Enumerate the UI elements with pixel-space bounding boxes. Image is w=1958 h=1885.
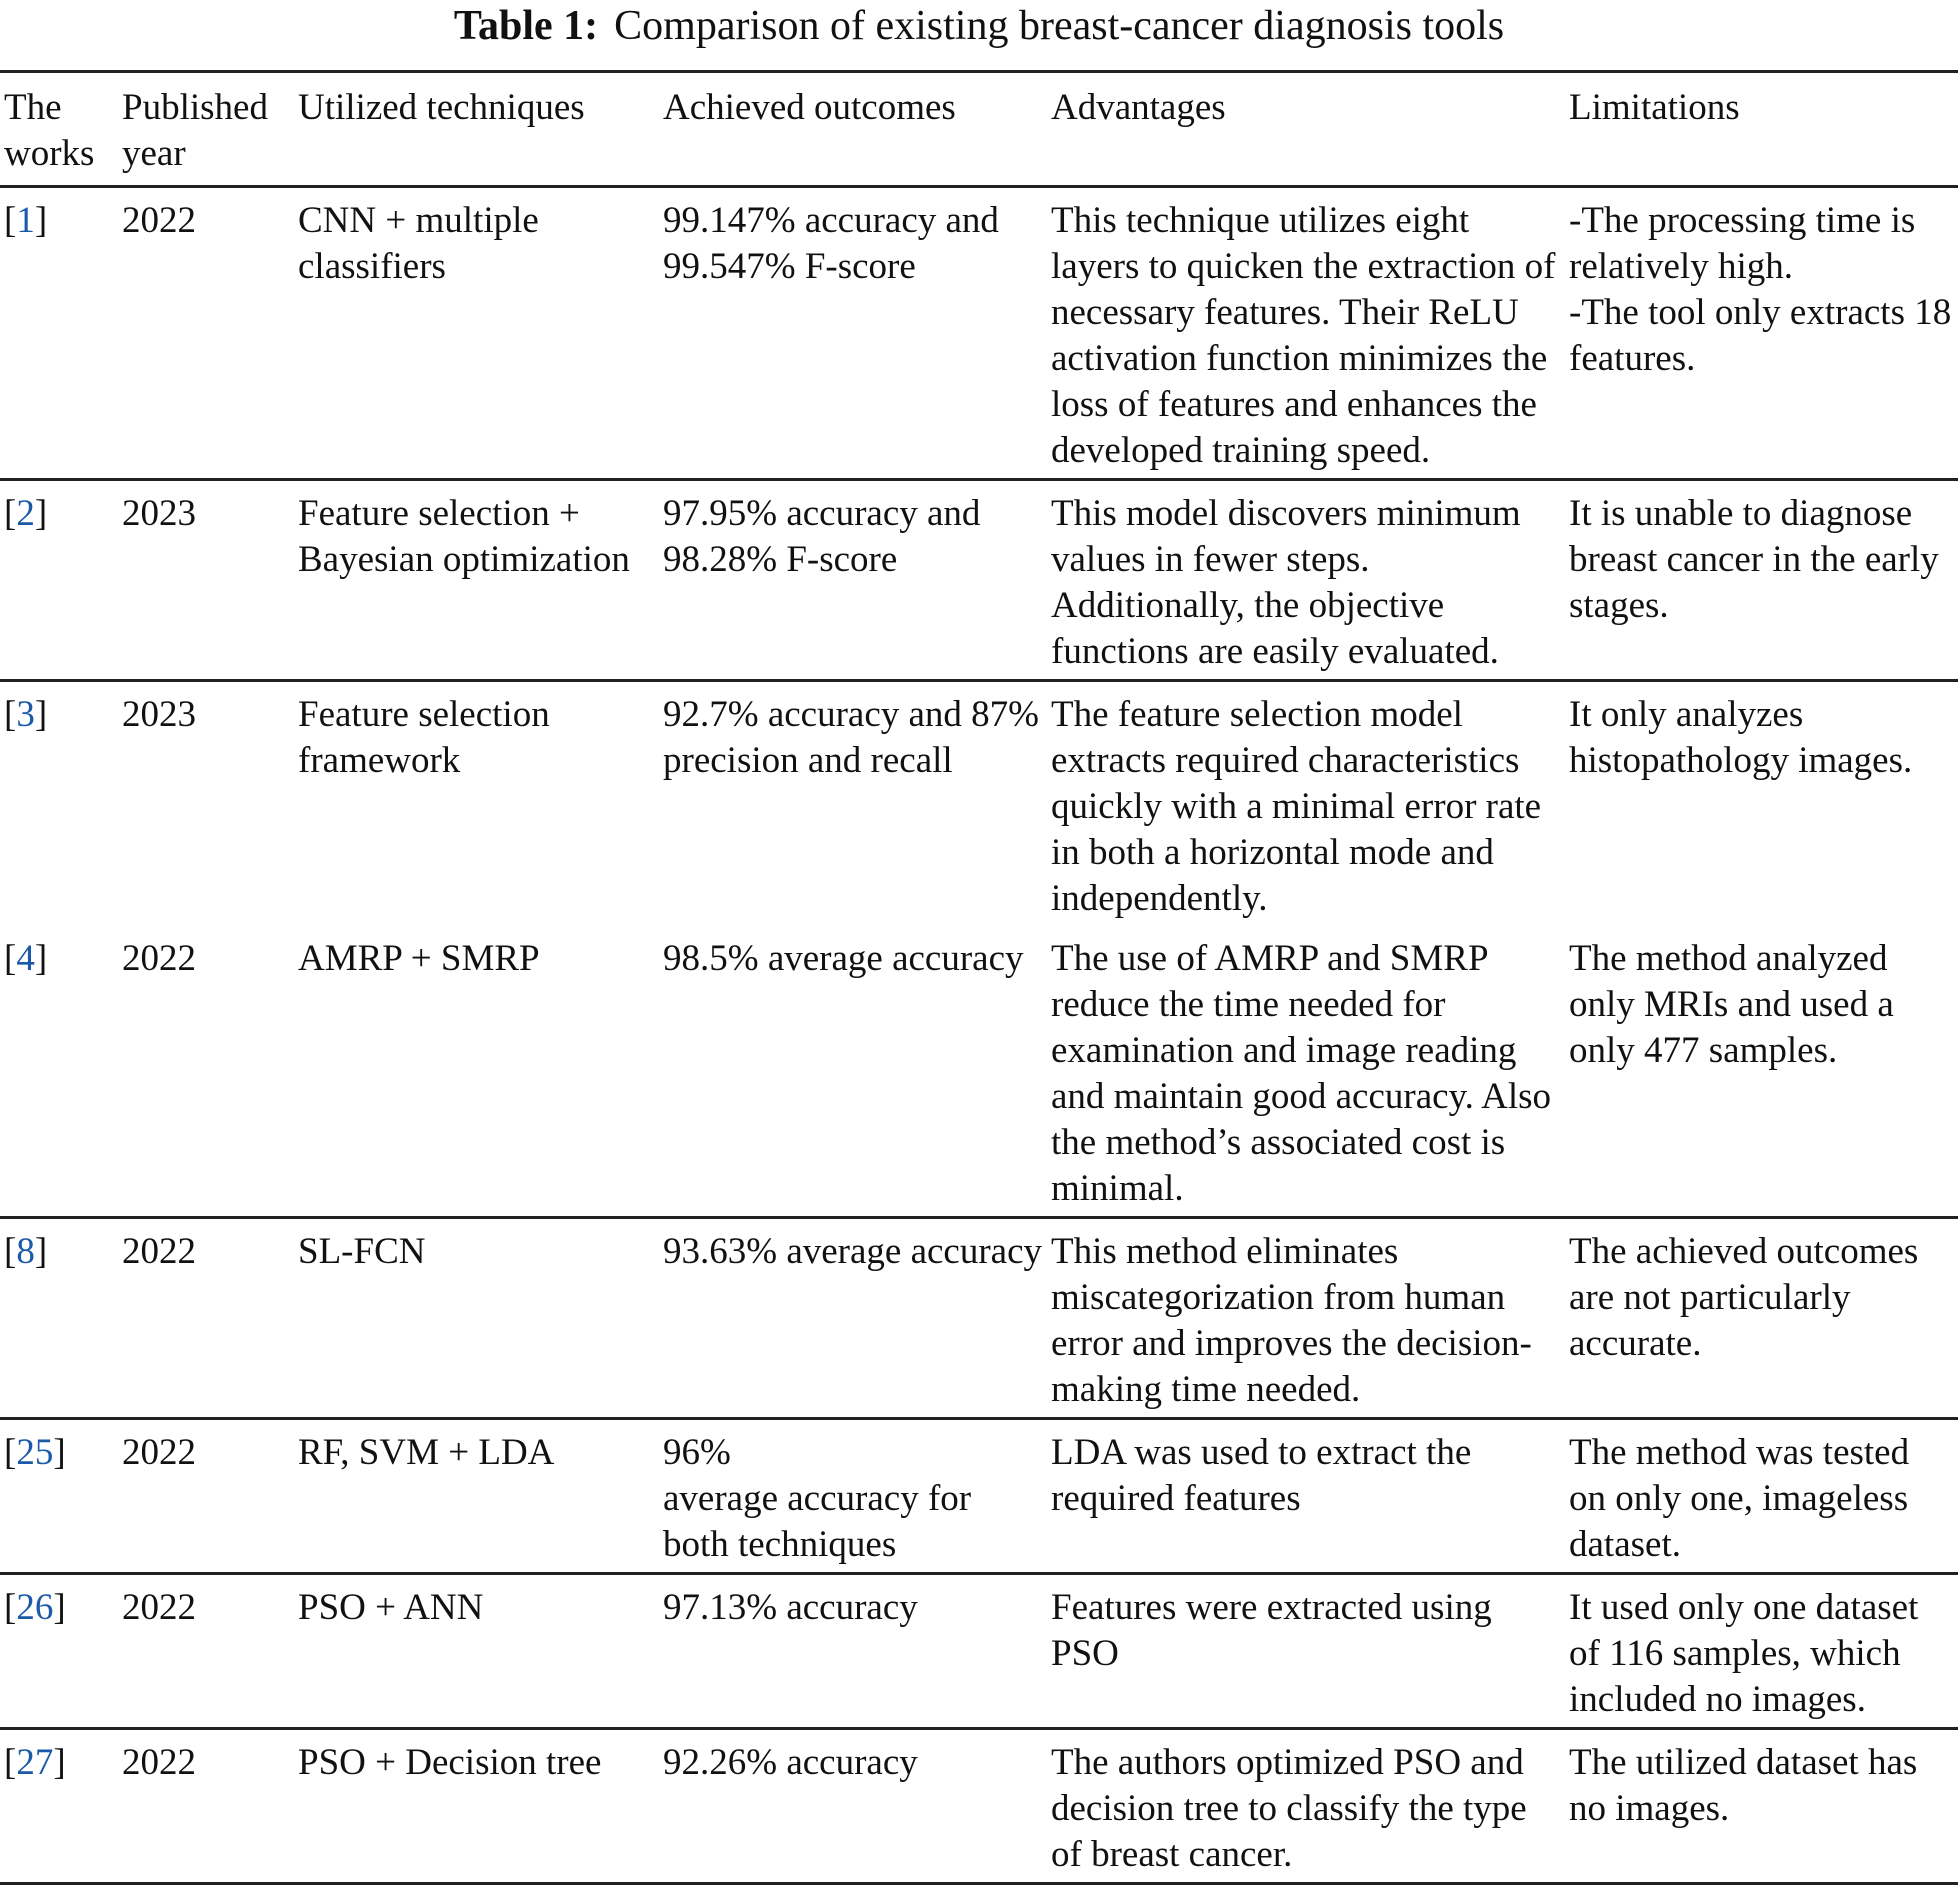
cell-outcomes: 97.13% accuracy bbox=[659, 1574, 1047, 1729]
table-caption bbox=[0, 0, 1958, 52]
cell-advantages: The feature selection model extracts required characteristics quickly with a minimal error rate in both a horizontal mode and independently. bbox=[1051, 694, 1542, 919]
citation-link[interactable]: 26 bbox=[16, 1587, 54, 1628]
cell-outcomes: 97.95% accuracy and 98.28% F-score bbox=[659, 480, 1047, 681]
cell-limitations: The achieved outcomes are not particularly accurate. bbox=[1565, 1218, 1958, 1419]
table-row bbox=[0, 1218, 1958, 1419]
cell-year: 2022 bbox=[118, 1419, 294, 1574]
header-row bbox=[0, 72, 1958, 187]
cell-limitations: The method analyzed only MRIs and used a only 477 samples. bbox=[1565, 926, 1958, 1218]
header-achieved-outcomes: Achieved outcomes bbox=[659, 72, 1047, 187]
cell-year: 2023 bbox=[122, 694, 196, 735]
cell-techniques: Feature selection framework bbox=[298, 694, 550, 781]
cell-year: 2022 bbox=[118, 1729, 294, 1884]
cell-ref: [4] bbox=[0, 926, 118, 1218]
cell-ref: [25] bbox=[0, 1419, 118, 1574]
table-row bbox=[0, 187, 1958, 480]
cell-advantages: This technique utilizes eight layers to quicken the extraction of necessary features. Their ReLU activation function minimizes the loss of features and enhances the developed training speed. bbox=[1047, 187, 1565, 480]
cell-advantages: Features were extracted using PSO bbox=[1047, 1574, 1565, 1729]
citation-link[interactable]: 8 bbox=[16, 1231, 35, 1272]
cell-limitations: The method was tested on only one, imageless dataset. bbox=[1565, 1419, 1958, 1574]
cell-ref: [2] bbox=[0, 480, 118, 681]
cell-advantages: The use of AMRP and SMRP reduce the time needed for examination and image reading and maintain good accuracy. Also the method’s associated cost is minimal. bbox=[1047, 926, 1565, 1218]
citation-link[interactable]: 25 bbox=[16, 1432, 54, 1473]
cell-techniques: AMRP + SMRP bbox=[294, 926, 659, 1218]
cell-ref: [3] bbox=[4, 694, 48, 735]
table-row bbox=[0, 681, 1958, 927]
cell-techniques: Feature selection + Bayesian optimization bbox=[294, 480, 659, 681]
header-limitations: Limitations bbox=[1565, 72, 1958, 187]
cell-outcomes: 92.7% accuracy and 87% precision and recall bbox=[663, 694, 1039, 781]
citation-link[interactable]: 27 bbox=[16, 1742, 54, 1783]
cell-outcomes: 98.5% average accuracy bbox=[659, 926, 1047, 1218]
citation-link[interactable]: 4 bbox=[16, 938, 35, 979]
cell-year: 2022 bbox=[118, 926, 294, 1218]
cell-limitations: It is unable to diagnose breast cancer in the early stages. bbox=[1565, 480, 1958, 681]
cell-year: 2022 bbox=[118, 1218, 294, 1419]
cell-advantages: This model discovers minimum values in fewer steps. Additionally, the objective functions are easily evaluated. bbox=[1047, 480, 1565, 681]
cell-outcomes: 93.63% average accuracy bbox=[659, 1218, 1047, 1419]
comparison-table bbox=[0, 70, 1958, 1885]
table-row bbox=[0, 1729, 1958, 1884]
cell-techniques: PSO + ANN bbox=[294, 1574, 659, 1729]
header-advantages: Advantages bbox=[1047, 72, 1565, 187]
table-row bbox=[0, 926, 1958, 1218]
cell-advantages: LDA was used to extract the required features bbox=[1047, 1419, 1565, 1574]
cell-year: 2023 bbox=[118, 480, 294, 681]
cell-year: 2022 bbox=[118, 1574, 294, 1729]
citation-link[interactable]: 2 bbox=[16, 493, 35, 534]
caption-text: Comparison of existing breast-cancer diagnosis tools bbox=[614, 3, 1505, 49]
cell-techniques: RF, SVM + LDA bbox=[294, 1419, 659, 1574]
cell-outcomes: 96% average accuracy for both techniques bbox=[659, 1419, 1047, 1574]
cell-ref: [8] bbox=[0, 1218, 118, 1419]
table-row bbox=[0, 1419, 1958, 1574]
cell-outcomes: 99.147% accuracy and 99.547% F-score bbox=[659, 187, 1047, 480]
cell-ref: [27] bbox=[0, 1729, 118, 1884]
cell-limitations: It used only one dataset of 116 samples, which included no images. bbox=[1565, 1574, 1958, 1729]
cell-year: 2022 bbox=[118, 187, 294, 480]
cell-ref: [1] bbox=[0, 187, 118, 480]
citation-link[interactable]: 1 bbox=[16, 200, 35, 241]
cell-outcomes: 92.26% accuracy bbox=[659, 1729, 1047, 1884]
cell-advantages: This method eliminates miscategorization from human error and improves the decision-making time needed. bbox=[1047, 1218, 1565, 1419]
cell-techniques: CNN + multiple classifiers bbox=[294, 187, 659, 480]
citation-link[interactable]: 3 bbox=[16, 694, 35, 735]
cell-techniques: SL-FCN bbox=[294, 1218, 659, 1419]
table-row bbox=[0, 1574, 1958, 1729]
header-published-year: Published year bbox=[118, 72, 294, 187]
cell-ref: [26] bbox=[0, 1574, 118, 1729]
table-row bbox=[0, 480, 1958, 681]
cell-techniques: PSO + Decision tree bbox=[294, 1729, 659, 1884]
header-works: The works bbox=[0, 72, 118, 187]
cell-limitations: The utilized dataset has no images. bbox=[1565, 1729, 1958, 1884]
cell-advantages: The authors optimized PSO and decision tree to classify the type of breast cancer. bbox=[1047, 1729, 1565, 1884]
cell-limitations: It only analyzes histopathology images. bbox=[1569, 694, 1913, 781]
caption-label: Table 1: bbox=[453, 3, 599, 49]
header-utilized-techniques: Utilized techniques bbox=[294, 72, 659, 187]
cell-limitations: -The processing time is relatively high. -The tool only extracts 18 features. bbox=[1565, 187, 1958, 480]
